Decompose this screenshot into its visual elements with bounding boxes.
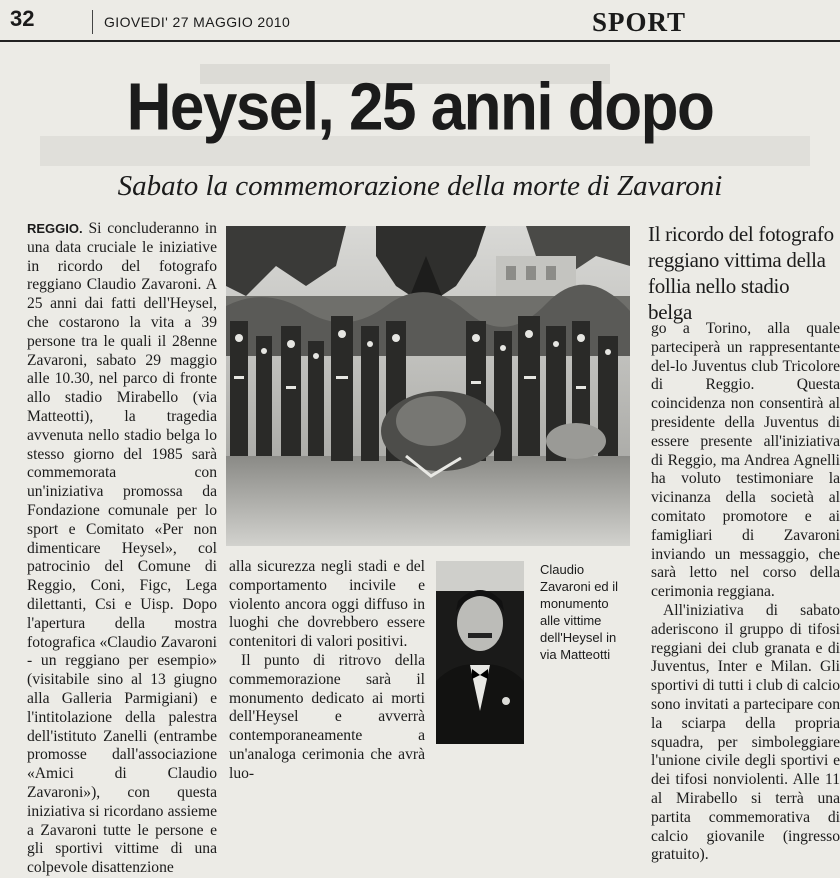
header-divider <box>92 10 93 34</box>
column-1-text: Si concluderanno in una data cruciale le iniziative in ricordo del fotografo reggiano Claudio Zavaroni. A 25 anni dai fatti dell'Heysel, che costarono la vita a 39 persone tra le quali il 28enne Zavaroni, sabato 29 maggio alle 10.30, nel parco di fronte allo stadio Mirabello (via Matteotti), la tragedia avvenuta nello stadio belga lo stesso giorno del 1985 sarà commemorata con un'iniziativa promossa da Fondazione comunale per lo sport e Comitato «Per non dimenticare Heysel», col patrocinio del Comune di Reggio, Coni, Figc, Lega dilettanti, Csi e Uisp. Dopo l'apertura della mostra fotografica «Claudio Zavaroni - un reggiano per esempio» (visitabile sino al 13 giugno alla Galleria Parmigiani) e l'intitolazione della palestra dell'istituto Zanelli (entrambe promosse dall'associazione «Amici di Claudio Zavaroni»), con questa iniziativa si ricordano assieme a Zavaroni tutte le persone e gli sportivi vittime di una colpevole disattenzione <box>27 220 217 877</box>
headline: Heysel, 25 anni dopo <box>126 70 714 145</box>
dateline-kicker: REGGIO. <box>27 221 83 236</box>
photo-caption: Claudio Zavaroni ed il monumento alle vittime dell'Heysel in via Matteotti <box>540 562 619 662</box>
column-3-paragraph-2: All'iniziativa di sabato aderiscono il gruppo di tifosi reggiani dei club granata e di Juventus, Inter e Milan. Gli sportivi di tutti i club di calcio sono invitati a partecipare con la sciarpa della propria squadra, per simboleggiare l'unione civile degli sportivi e dei tifosi nonviolenti. Alle 11 al Mirabello si terrà una partita commemorativa di calcio giovanile (ingresso gratuito). <box>651 601 840 864</box>
header-rule <box>0 40 840 42</box>
column-3-paragraph-1: go a Torino, alla quale parteciperà un rappresentante del-lo Juventus club Tricolore di Reggio. Questa coincidenza non consentirà al presidente della Juventus di essere presente all'iniziativa di Reggio, ma Andrea Agnelli ha voluto testimoniare la vicinanza della società al comitato promotore e ai famigliari di Zavaroni inviando un messaggio, che sarà letto nel corso della cerimonia reggiana. <box>651 320 840 601</box>
article-column-2 <box>229 558 425 784</box>
article-column-3 <box>651 320 840 865</box>
column-2-paragraph-2: Il punto di ritrovo della commemorazione sarà il monumento dedicato ai morti dell'Heysel e avverrà contemporaneamente a un'analoga cerimonia che avrà luo- <box>229 651 425 782</box>
memorial-photograph <box>226 226 630 546</box>
issue-date: GIOVEDI' 27 MAGGIO 2010 <box>104 14 291 30</box>
section-name: SPORT <box>592 7 687 37</box>
column-2-paragraph-1: alla sicurezza negli stadi e del comportamento incivile e violento ancora oggi diffuso in luoghi che dovrebbero essere contenitori di valori positivi. <box>229 558 425 651</box>
article-column-1 <box>27 220 217 878</box>
page-number: 32 <box>10 6 35 31</box>
subheadline: Sabato la commemorazione della morte di Zavaroni <box>117 170 723 202</box>
portrait-photo <box>436 561 524 744</box>
side-deck: Il ricordo del fotografo reggiano vittima della follia nello stadio belga <box>648 222 834 324</box>
